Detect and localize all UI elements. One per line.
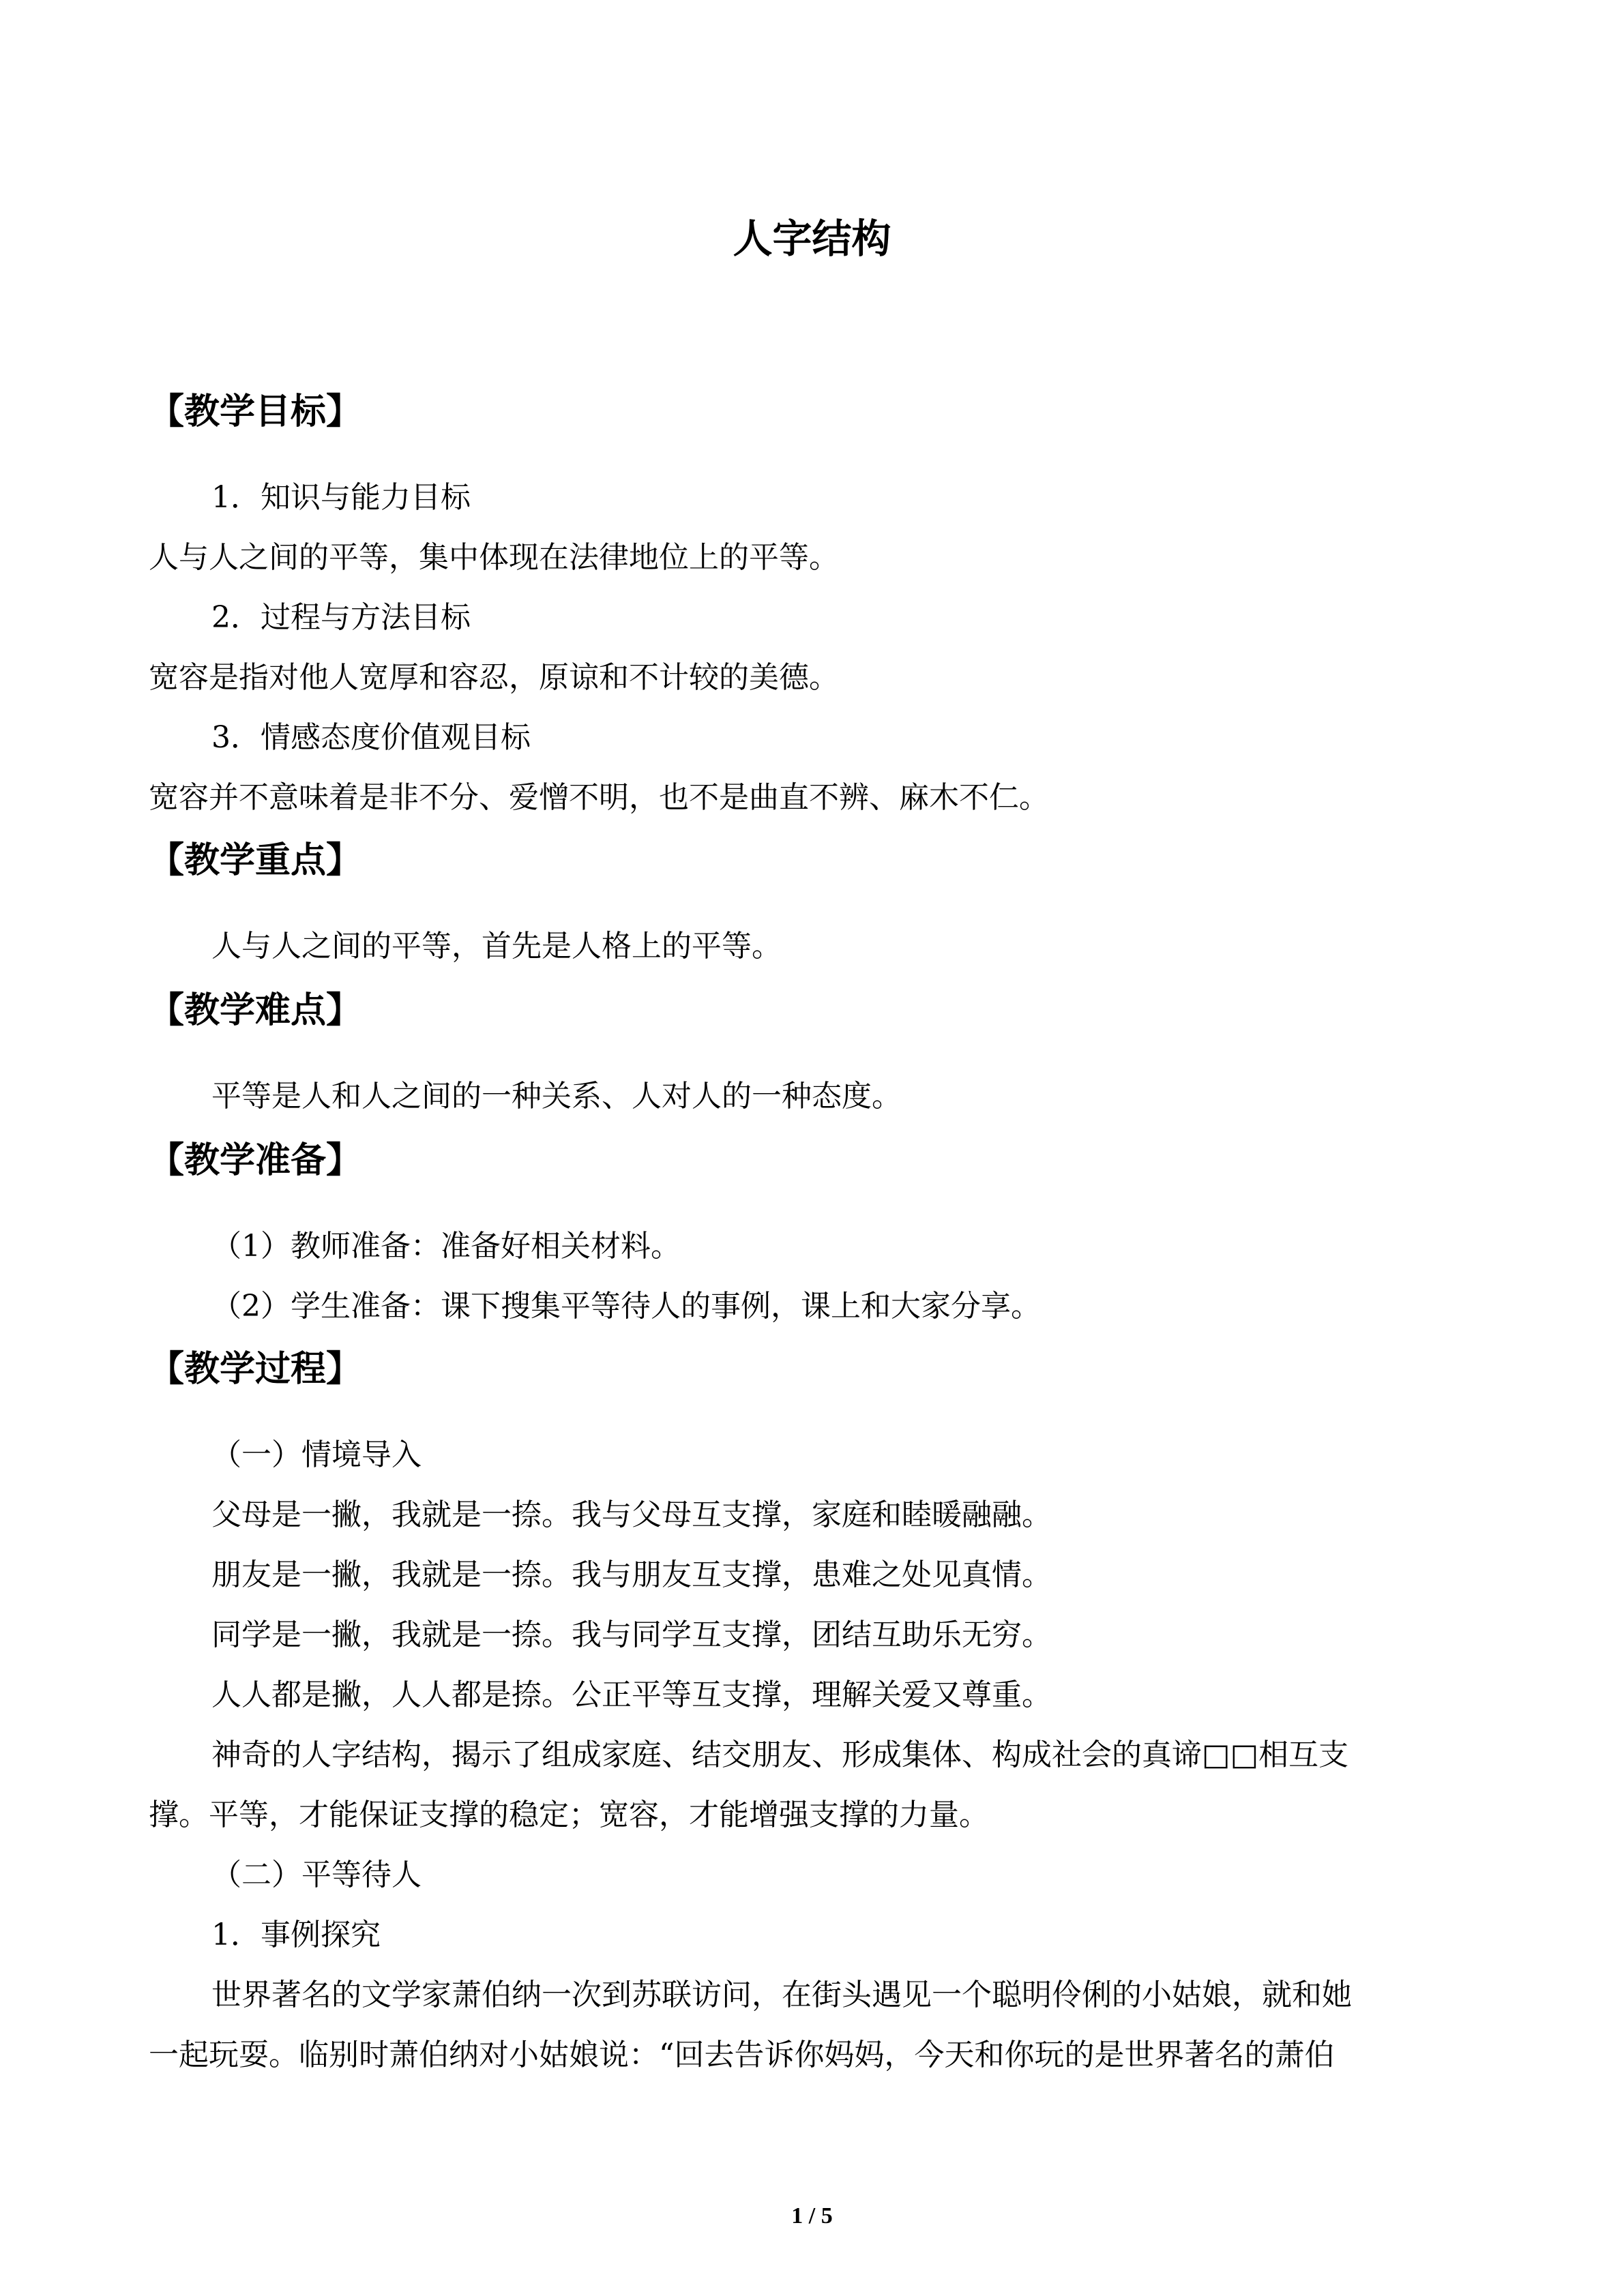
goal-line: 3．情感态度价值观目标 xyxy=(211,720,531,755)
preparation-line: （1）教师准备：准备好相关材料。 xyxy=(211,1229,681,1264)
page-title: 人字结构 xyxy=(733,215,891,262)
goal-line: 人与人之间的平等，集中体现在法律地位上的平等。 xyxy=(149,540,839,575)
goal-line: 2．过程与方法目标 xyxy=(211,600,471,635)
difficulty-line: 平等是人和人之间的一种关系、人对人的一种态度。 xyxy=(211,1079,902,1114)
process-line: 人人都是撇，人人都是捺。公正平等互支撑，理解关爱又尊重。 xyxy=(211,1678,1052,1712)
process-line: 朋友是一撇，我就是一捺。我与朋友互支撑，患难之处见真情。 xyxy=(211,1557,1052,1592)
process-line: 1．事例探究 xyxy=(211,1918,381,1952)
process-line: 父母是一撇，我就是一捺。我与父母互支撑，家庭和睦暖融融。 xyxy=(211,1497,1052,1532)
page-number: 1 / 5 xyxy=(791,2203,833,2228)
goal-line: 宽容并不意味着是非不分、爱憎不明，也不是曲直不辨、麻木不仁。 xyxy=(149,780,1049,815)
section-heading-preparation: 【教学准备】 xyxy=(149,1140,362,1181)
process-line: 同学是一撇，我就是一捺。我与同学互支撑，团结互助乐无穷。 xyxy=(211,1617,1052,1652)
section-heading-process: 【教学过程】 xyxy=(149,1349,362,1390)
goal-line: 1．知识与能力目标 xyxy=(211,480,471,515)
section-heading-key-points: 【教学重点】 xyxy=(149,840,362,881)
process-line: 撑。平等，才能保证支撑的稳定；宽容，才能增强支撑的力量。 xyxy=(149,1798,989,1832)
process-line: 神奇的人字结构，揭示了组成家庭、结交朋友、形成集体、构成社会的真谛□□相互支 xyxy=(211,1738,1349,1772)
section-heading-goals: 【教学目标】 xyxy=(149,391,362,432)
process-line: （一）情境导入 xyxy=(211,1437,422,1472)
goal-line: 宽容是指对他人宽厚和容忍，原谅和不计较的美德。 xyxy=(149,660,839,695)
process-line: 一起玩耍。临别时萧伯纳对小姑娘说：“回去告诉你妈妈，今天和你玩的是世界著名的萧伯 xyxy=(149,2038,1335,2072)
process-line: 世界著名的文学家萧伯纳一次到苏联访问，在街头遇见一个聪明伶俐的小姑娘，就和她 xyxy=(211,1978,1352,2012)
preparation-line: （2）学生准备：课下搜集平等待人的事例，课上和大家分享。 xyxy=(211,1289,1041,1324)
key-point-line: 人与人之间的平等，首先是人格上的平等。 xyxy=(211,929,782,964)
process-line: （二）平等待人 xyxy=(211,1858,422,1892)
section-heading-difficulties: 【教学难点】 xyxy=(149,990,362,1031)
